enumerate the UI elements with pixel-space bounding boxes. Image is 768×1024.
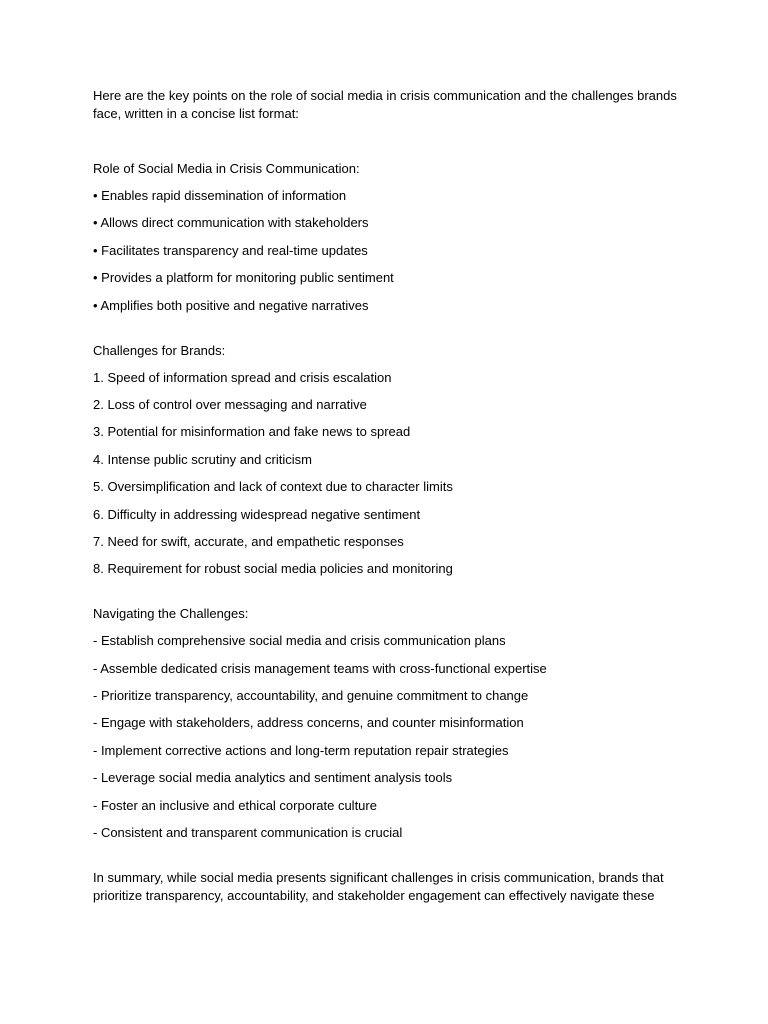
list-item: 8. Requirement for robust social media policies and monitoring (93, 561, 453, 577)
list-item: • Facilitates transparency and real-time updates (93, 242, 368, 258)
section-heading: Challenges for Brands: (93, 342, 226, 358)
section-heading: Navigating the Challenges: (93, 606, 249, 622)
list-item: 3. Potential for misinformation and fake news to spread (93, 424, 411, 440)
list-item: 5. Oversimplification and lack of context due to character limits (93, 479, 453, 495)
list-item: 4. Intense public scrutiny and criticism (93, 451, 312, 467)
section-heading: Role of Social Media in Crisis Communication: (93, 161, 360, 176)
intro-paragraph: Here are the key points on the role of social media in crisis communication and the challenges brands face, written in a concise list format: (93, 88, 677, 121)
list-item: - Assemble dedicated crisis management teams with cross-functional expertise (93, 660, 547, 676)
list-item: - Consistent and transparent communication is crucial (93, 825, 403, 841)
list-item: - Foster an inclusive and ethical corporate culture (93, 797, 377, 813)
list-item: 6. Difficulty in addressing widespread negative sentiment (93, 506, 421, 522)
summary-paragraph: In summary, while social media presents significant challenges in crisis communication, brands that prioritize transparency, accountability, and stakeholder engagement can effectively navigate these (93, 870, 664, 904)
document-page (93, 87, 693, 905)
list-item: • Allows direct communication with stakeholders (93, 215, 369, 231)
list-item: - Establish comprehensive social media and crisis communication plans (93, 633, 506, 649)
list-item: 1. Speed of information spread and crisis escalation (93, 369, 392, 385)
list-item: - Engage with stakeholders, address concerns, and counter misinformation (93, 715, 524, 731)
list-item: • Enables rapid dissemination of information (93, 188, 347, 203)
list-item: - Leverage social media analytics and sentiment analysis tools (93, 770, 453, 786)
list-item: - Implement corrective actions and long-term reputation repair strategies (93, 742, 509, 758)
section-role-of-social-media (93, 160, 693, 315)
list-item: 2. Loss of control over messaging and narrative (93, 396, 367, 412)
list-item: • Amplifies both positive and negative narratives (93, 297, 369, 313)
list-item: 7. Need for swift, accurate, and empathetic responses (93, 533, 404, 549)
section-navigating-the-challenges (93, 605, 693, 842)
section-challenges-for-brands (93, 342, 693, 579)
list-item: • Provides a platform for monitoring public sentiment (93, 270, 394, 286)
list-item: - Prioritize transparency, accountability, and genuine commitment to change (93, 688, 529, 704)
